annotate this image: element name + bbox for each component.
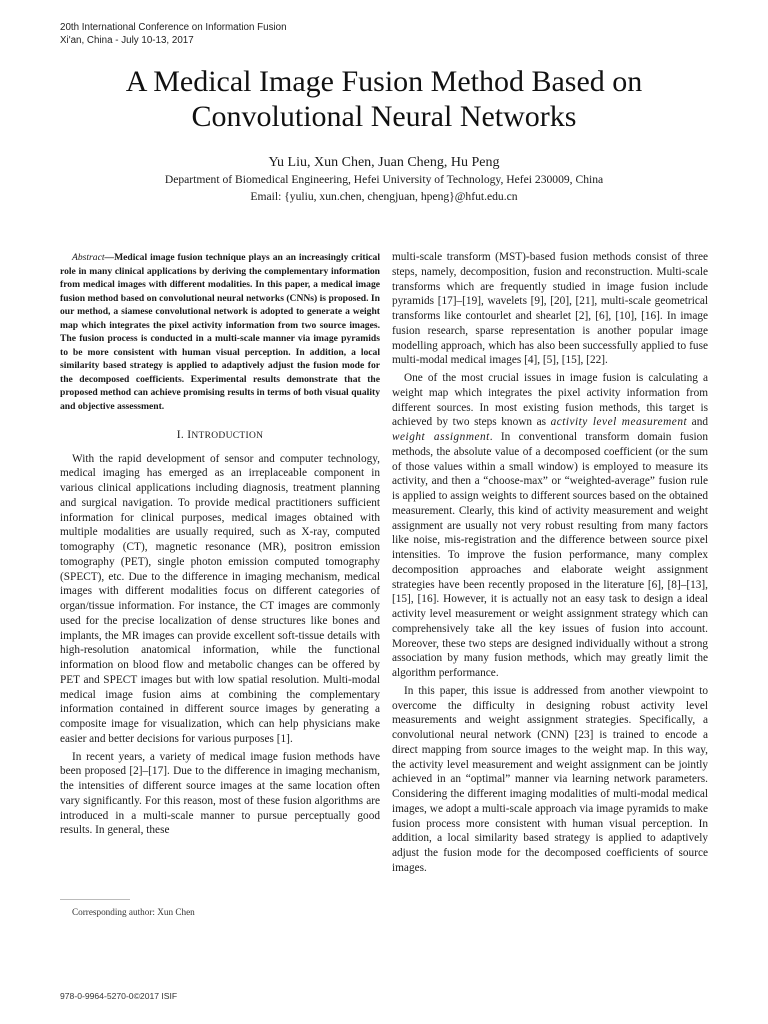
footnote xyxy=(60,907,380,917)
abstract-text: —Medical image fusion technique plays an an increasingly critical role in many clinical applications by deriving the complementary information from medical images with different modalities. In this paper, a medical image fusion method based on convolutional neural networks (CNNs) is proposed. In our method, a siamese convolutional network is adopted to generate a weight map which integrates the pixel activity information from two source images. The fusion process is conducted in a multi-scale manner via image pyramids to be more consistent with human visual perception. In addition, a local similarity based strategy is applied to adaptively adjust the fusion mode for the decomposed coefficients. Experimental results demonstrate that the proposed method can achieve promising results in terms of both visual quality and objective assessment. xyxy=(60,252,380,413)
intro-paragraph-1: With the rapid development of sensor and computer technology, medical imaging has emerged as an irreplaceable component in various clinical applications including diagnosis, treatment planning and surgical navigation. To provide medical practitioners sufficient information for clinical purposes, medical images obtained with multiple modalities are usually required, such as X-ray, computed tomography (CT), magnetic resonance (MR), positron emission tomography (PET), single photon emission computed tomography (SPECT), etc. Due to the difference in imaging mechanism, medical images with different modalities focus on different categories of organ/tissue information. For instance, the CT images are commonly used for the precise localization of dense structures like bones and implants, the MR images can provide excellent soft-tissue details with high-resolution anatomical information, while the functional information on blood flow and metabolic changes can be offered by PET and SPECT images but with low spatial resolution. Multi-modal medical image fusion aims at combining the complementary information contained in different source images by generating a composite image for visualization, which can help physicians make easier and better decisions for various purposes [1]. xyxy=(60,452,380,745)
section-heading-introduction xyxy=(60,428,380,443)
term-activity-level-measurement: activity level measurement xyxy=(550,416,688,429)
affiliation: Department of Biomedical Engineering, Hefei University of Technology, Hefei 230009, China xyxy=(164,173,604,186)
footnote-text: Corresponding author: Xun Chen xyxy=(72,907,195,917)
left-column xyxy=(60,251,380,838)
term-weight-assignment: weight assignment xyxy=(392,431,490,443)
abstract xyxy=(60,251,380,414)
title-line-1: A Medical Image Fusion Method Based on xyxy=(125,65,643,98)
right-paragraph-3: In this paper, this issue is addressed from another viewpoint to overcome the difficulty in designing robust activity level measurements and weight assignment strategies. Specifically, a convolutional neural network (CNN) [23] is trained to encode a direct mapping from source images to the weight map. In this way, the activity level measurement and weight assignment can be jointly achieved in an “optimal” manner via learning network parameters. Considering the different imaging modalities of multi-modal medical images, we adopt a multi-scale approach via image pyramids to make fusion process more consistent with human visual perception. In addition, a local similarity based strategy is applied to adaptively adjust the fusion mode for the decomposed coefficients of source images. xyxy=(392,684,708,874)
conference-name: 20th International Conference on Information Fusion xyxy=(60,22,287,33)
email-line: Email: {yuliu, xun.chen, chengjuan, hpeng}@hfut.edu.cn xyxy=(250,190,518,203)
right-column xyxy=(392,250,708,876)
section-number: I. xyxy=(176,428,185,441)
paper-title xyxy=(60,64,708,134)
title-line-2: Convolutional Neural Networks xyxy=(191,100,577,133)
intro-paragraph-2: In recent years, a variety of medical image fusion methods have been proposed [2]–[17]. Due to the difference in imaging mechanism, the intensities of different source images at the same location often vary significantly. For this reason, most of these fusion algorithms are introduced in a multi-scale manner to pursue perceptually good results. In general, these xyxy=(60,750,380,837)
conference-header xyxy=(60,21,287,47)
copyright-footer: 978-0-9964-5270-0©2017 ISIF xyxy=(60,991,178,1001)
right-paragraph-2 xyxy=(392,371,708,681)
footnote-rule xyxy=(60,899,130,900)
abstract-label: Abstract xyxy=(72,252,105,263)
section-title-rest: NTRODUCTION xyxy=(191,430,264,441)
p2-intro: One of the most crucial issues in image fusion is calculating a weight map which integrates the pixel activity information from different sources. In most existing fusion methods, this target is achieved by two steps known as xyxy=(392,372,708,429)
section-title-cap: I xyxy=(187,428,192,441)
p2-and: and xyxy=(687,416,708,429)
conference-location: Xi'an, China - July 10-13, 2017 xyxy=(60,35,194,46)
right-paragraph-1: multi-scale transform (MST)-based fusion methods consist of three steps, namely, decomposition, fusion and reconstruction. Multi-scale transforms which are frequently studied in image fusion include pyramids [17]–[19], wavelets [9], [20], [21], multi-scale geometrical transforms like contourlet and shearlet [2], [6], [10], [16]. In image fusion research, sparse representation is another popular image modelling approach, which has also been successfully applied to fuse multi-modal medical images [4], [5], [15], [22]. xyxy=(392,251,708,367)
author-list: Yu Liu, Xun Chen, Juan Cheng, Hu Peng xyxy=(268,155,500,170)
p2-rest: . In conventional transform domain fusion methods, the absolute value of a decomposed coefficient (or the sum of those values within a small window) is employed to measure its activity, and then a “choose-max” or “weighted-average” fusion rule is applied to assign weights to different sources based on the obtained measurement. Clearly, this kind of activity measurement and weight assignment are usually not very robust resulting from many factors like noise, mis-registration and the difference between source pixel intensities. To improve the fusion performance, many complex decomposition approaches and elaborate weight assignment strategies have been recently proposed in the literature [6], [8]–[13], [15], [16]. However, it is actually not an easy task to design a ideal activity level measurement or weight assignment strategy which can comprehensively take all the key issues of fusion into account. Moreover, these two steps are designed individually without a strong association by many fusion methods, which may greatly limit the algorithm performance. xyxy=(392,431,708,679)
